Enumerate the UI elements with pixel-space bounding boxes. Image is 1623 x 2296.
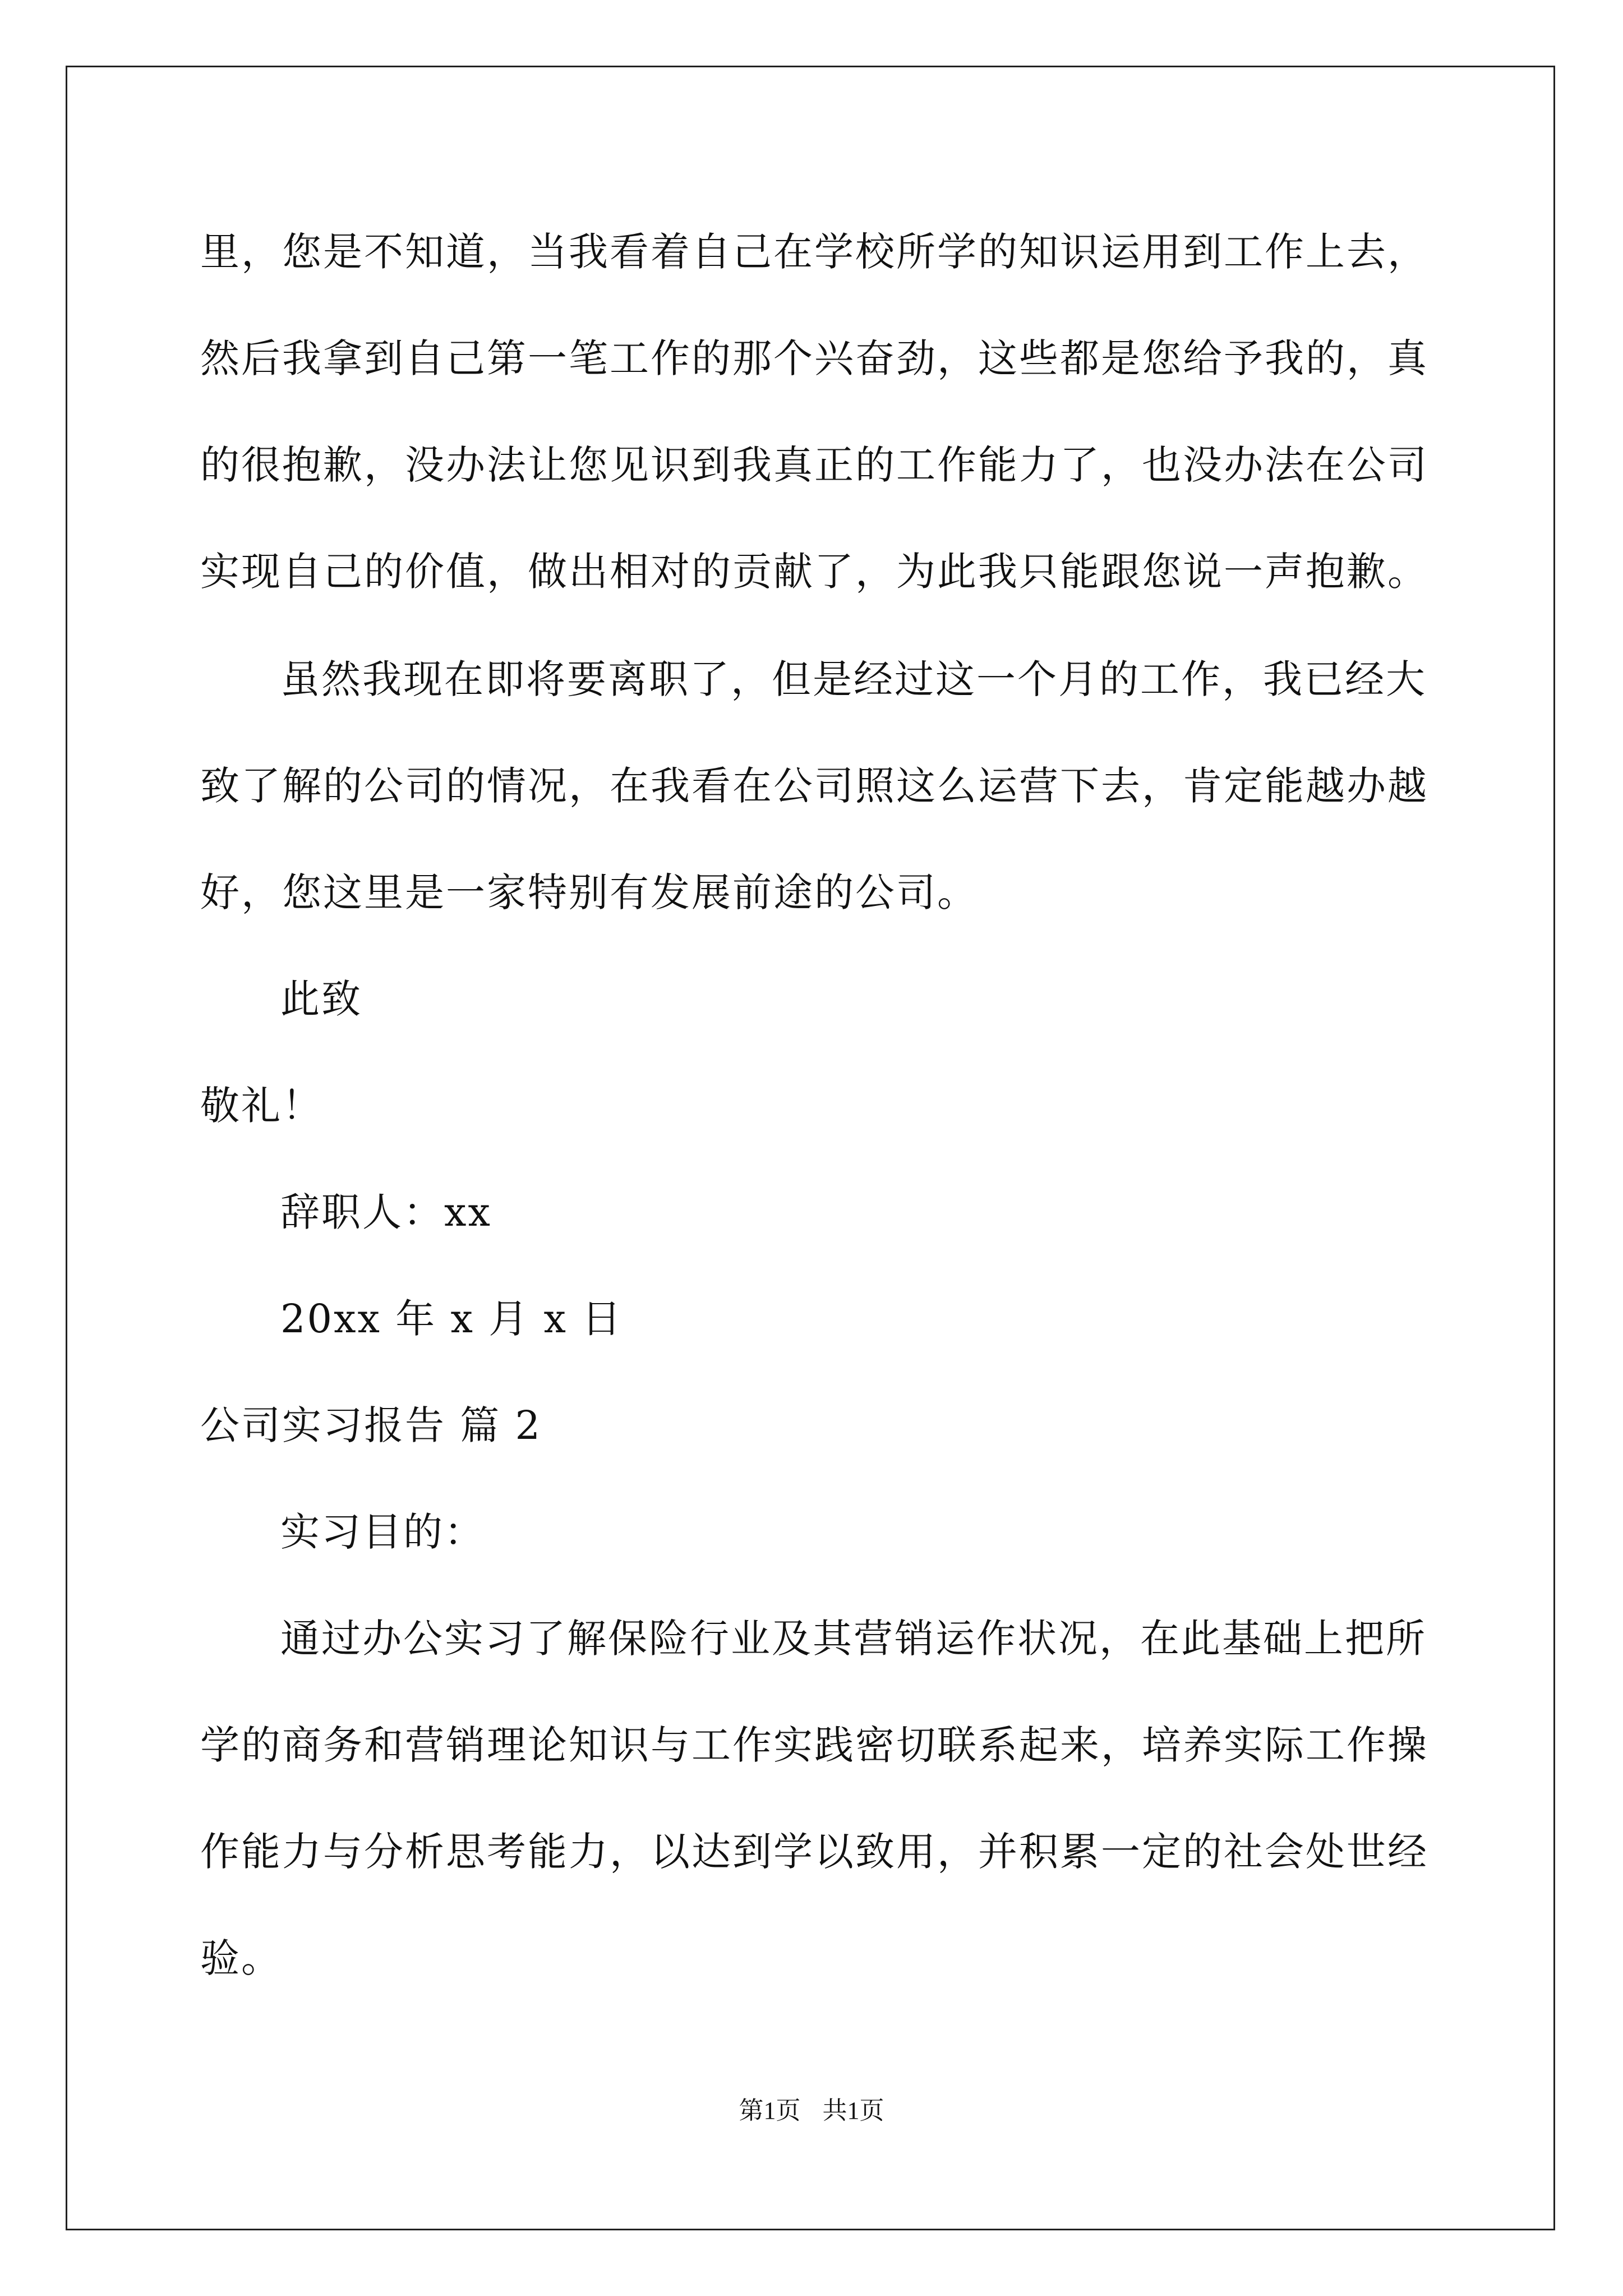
- closing-regards: 敬礼！: [200, 1083, 323, 1129]
- paragraph-line: 虽然我现在即将要离职了，但是经过这一个月的工作，我已经大: [280, 656, 1427, 702]
- purpose-label: 实习目的：: [280, 1509, 485, 1555]
- paragraph-line: 的很抱歉，没办法让您见识到我真正的工作能力了，也没办法在公司: [200, 442, 1428, 488]
- paragraph-line: 学的商务和营销理论知识与工作实践密切联系起来，培养实际工作操: [200, 1722, 1428, 1768]
- signer-line: 辞职人：xx: [280, 1189, 492, 1235]
- paragraph-line: 通过办公实习了解保险行业及其营销运作状况，在此基础上把所: [280, 1616, 1427, 1662]
- paragraph-line: 致了解的公司的情况，在我看在公司照这么运营下去，肯定能越办越: [200, 763, 1428, 809]
- paragraph-line: 验。: [200, 1935, 282, 1981]
- paragraph-line: 实现自己的价值，做出相对的贡献了，为此我只能跟您说一声抱歉。: [200, 549, 1428, 595]
- section-heading: 公司实习报告 篇 2: [200, 1402, 542, 1448]
- page-number: 第1页: [739, 2097, 801, 2124]
- page-footer: [0, 2094, 1623, 2128]
- page-total: 共1页: [822, 2097, 884, 2124]
- paragraph-line: 作能力与分析思考能力，以达到学以致用，并积累一定的社会处世经: [200, 1829, 1428, 1875]
- paragraph-line: 然后我拿到自己第一笔工作的那个兴奋劲，这些都是您给予我的，真: [200, 335, 1428, 381]
- paragraph-line: 里，您是不知道，当我看着自己在学校所学的知识运用到工作上去，: [200, 229, 1428, 275]
- paragraph-line: 好，您这里是一家特别有发展前途的公司。: [200, 869, 978, 915]
- date-line: 20xx 年 x 月 x 日: [280, 1296, 623, 1342]
- page-border: [66, 66, 1555, 2230]
- closing-salutation: 此致: [280, 976, 362, 1022]
